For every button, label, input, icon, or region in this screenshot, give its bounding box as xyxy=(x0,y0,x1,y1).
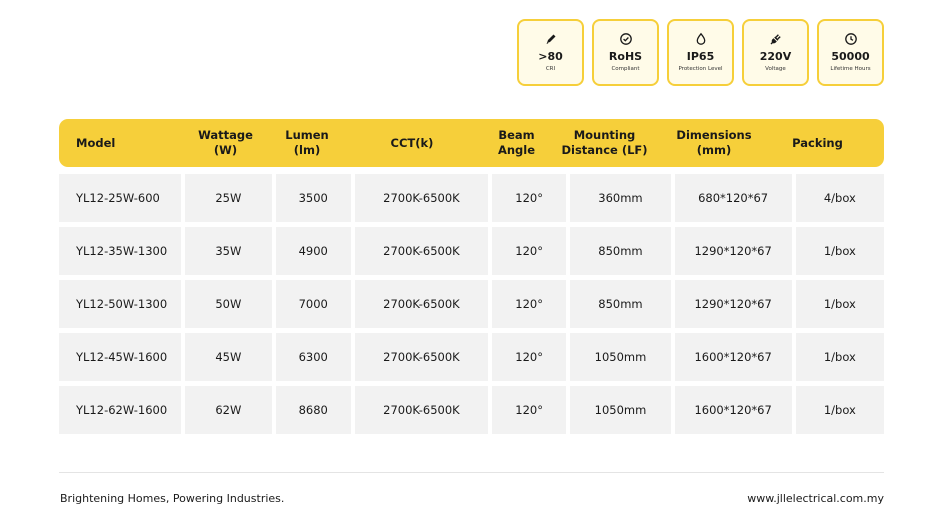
footer-tagline: Brightening Homes, Powering Industries. xyxy=(60,492,285,505)
cell-packing: 1/box xyxy=(796,386,884,434)
badge-value: 220V xyxy=(759,50,792,63)
table-row xyxy=(59,174,884,222)
cell-dimensions: 1600*120*67 xyxy=(675,333,792,381)
cell-beam-angle: 120° xyxy=(492,280,566,328)
cell-dimensions: 680*120*67 xyxy=(675,174,792,222)
footer-website[interactable]: www.jllelectrical.com.my xyxy=(747,492,884,505)
cell-model: YL12-62W-1600 xyxy=(59,386,181,434)
cell-lumen: 6300 xyxy=(276,333,351,381)
header-dimensions xyxy=(655,128,773,158)
badge-label: Compliant xyxy=(611,66,640,72)
plug-icon xyxy=(769,32,783,46)
spec-badges xyxy=(517,19,884,86)
cell-mounting-distance: 1050mm xyxy=(570,333,670,381)
cell-model: YL12-50W-1300 xyxy=(59,280,181,328)
cell-dimensions: 1600*120*67 xyxy=(675,386,792,434)
cell-packing: 1/box xyxy=(796,227,884,275)
header-lumen-text: Lumen (lm) xyxy=(285,128,329,157)
cell-wattage: 45W xyxy=(185,333,271,381)
cell-model: YL12-45W-1600 xyxy=(59,333,181,381)
cell-packing: 1/box xyxy=(796,333,884,381)
header-wattage xyxy=(182,128,269,158)
header-wattage-text: Wattage (W) xyxy=(198,128,253,157)
header-beam-angle-text: Beam Angle xyxy=(497,128,536,157)
badge-label: Voltage xyxy=(765,66,786,72)
badge-rohs xyxy=(592,19,659,86)
header-mounting-distance-text: Mounting Distance (LF) xyxy=(561,128,648,157)
header-beam-angle xyxy=(479,128,554,158)
cell-packing: 1/box xyxy=(796,280,884,328)
cell-beam-angle: 120° xyxy=(492,333,566,381)
table-body xyxy=(59,174,884,434)
badge-value: 50000 xyxy=(831,50,870,63)
header-cct: CCT(k) xyxy=(390,135,434,150)
cell-wattage: 50W xyxy=(185,280,271,328)
cell-wattage: 62W xyxy=(185,386,271,434)
badge-label: Protection Level xyxy=(678,66,723,72)
spec-table xyxy=(59,119,884,439)
cell-beam-angle: 120° xyxy=(492,174,566,222)
header-packing: Packing xyxy=(792,135,843,150)
cell-beam-angle: 120° xyxy=(492,386,566,434)
cell-dimensions: 1290*120*67 xyxy=(675,227,792,275)
cell-cct: 2700K-6500K xyxy=(355,227,488,275)
cell-cct: 2700K-6500K xyxy=(355,333,488,381)
table-row xyxy=(59,280,884,328)
badge-cri xyxy=(517,19,584,86)
cell-lumen: 3500 xyxy=(276,174,351,222)
badge-value: >80 xyxy=(538,50,563,63)
cell-packing: 4/box xyxy=(796,174,884,222)
cell-model: YL12-25W-600 xyxy=(59,174,181,222)
cell-cct: 2700K-6500K xyxy=(355,280,488,328)
badge-ip65 xyxy=(667,19,734,86)
cell-lumen: 8680 xyxy=(276,386,351,434)
badge-lifetime xyxy=(817,19,884,86)
header-dimensions-text: Dimensions (mm) xyxy=(676,128,752,157)
badge-label: Lifetime Hours xyxy=(830,66,871,72)
cell-lumen: 7000 xyxy=(276,280,351,328)
badge-value: RoHS xyxy=(608,50,643,63)
table-row xyxy=(59,386,884,434)
header-mounting-distance xyxy=(554,128,655,158)
cell-mounting-distance: 850mm xyxy=(570,227,670,275)
cell-lumen: 4900 xyxy=(276,227,351,275)
check-circle-icon xyxy=(619,32,633,46)
cell-cct: 2700K-6500K xyxy=(355,174,488,222)
cell-dimensions: 1290*120*67 xyxy=(675,280,792,328)
cell-wattage: 25W xyxy=(185,174,271,222)
header-model: Model xyxy=(76,135,116,150)
cell-mounting-distance: 1050mm xyxy=(570,386,670,434)
table-header xyxy=(59,119,884,167)
cell-beam-angle: 120° xyxy=(492,227,566,275)
clock-icon xyxy=(844,32,858,46)
cell-cct: 2700K-6500K xyxy=(355,386,488,434)
cell-wattage: 35W xyxy=(185,227,271,275)
footer-divider xyxy=(59,472,884,473)
badge-voltage xyxy=(742,19,809,86)
pencil-icon xyxy=(544,32,558,46)
cell-mounting-distance: 850mm xyxy=(570,280,670,328)
badge-value: IP65 xyxy=(686,50,715,63)
table-row xyxy=(59,227,884,275)
badge-label: CRI xyxy=(545,66,556,72)
cell-mounting-distance: 360mm xyxy=(570,174,670,222)
droplet-icon xyxy=(694,32,708,46)
table-row xyxy=(59,333,884,381)
header-lumen xyxy=(269,128,345,158)
cell-model: YL12-35W-1300 xyxy=(59,227,181,275)
